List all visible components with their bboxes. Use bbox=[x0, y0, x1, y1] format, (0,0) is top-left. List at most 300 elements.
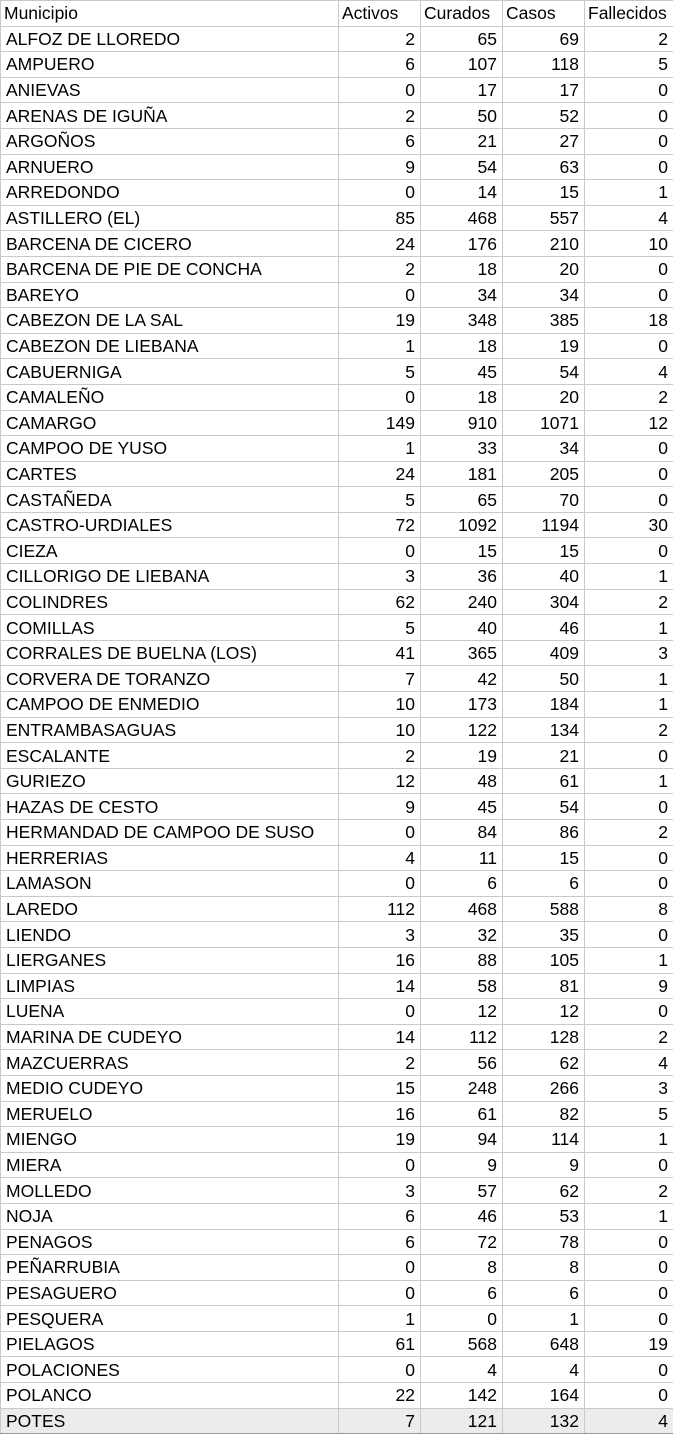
cell-fallecidos[interactable]: 12 bbox=[585, 410, 673, 436]
cell-curados[interactable]: 4 bbox=[421, 1357, 503, 1383]
cell-casos[interactable]: 54 bbox=[503, 359, 585, 385]
cell-fallecidos[interactable]: 0 bbox=[585, 1255, 673, 1281]
cell-casos[interactable]: 34 bbox=[503, 282, 585, 308]
cell-casos[interactable]: 78 bbox=[503, 1229, 585, 1255]
cell-fallecidos[interactable]: 9 bbox=[585, 973, 673, 999]
cell-curados[interactable]: 6 bbox=[421, 871, 503, 897]
cell-casos[interactable]: 54 bbox=[503, 794, 585, 820]
cell-municipio[interactable]: AMPUERO bbox=[1, 52, 339, 78]
cell-fallecidos[interactable]: 0 bbox=[585, 487, 673, 513]
cell-curados[interactable]: 910 bbox=[421, 410, 503, 436]
cell-municipio[interactable]: LUENA bbox=[1, 999, 339, 1025]
cell-casos[interactable]: 266 bbox=[503, 1075, 585, 1101]
cell-activos[interactable]: 0 bbox=[339, 1357, 421, 1383]
cell-municipio[interactable]: LAMASON bbox=[1, 871, 339, 897]
cell-fallecidos[interactable]: 1 bbox=[585, 1127, 673, 1153]
cell-curados[interactable]: 1092 bbox=[421, 512, 503, 538]
cell-municipio[interactable]: MIENGO bbox=[1, 1127, 339, 1153]
cell-fallecidos[interactable]: 0 bbox=[585, 1152, 673, 1178]
cell-casos[interactable]: 61 bbox=[503, 768, 585, 794]
cell-activos[interactable]: 2 bbox=[339, 743, 421, 769]
cell-curados[interactable]: 9 bbox=[421, 1152, 503, 1178]
cell-casos[interactable]: 19 bbox=[503, 333, 585, 359]
cell-fallecidos[interactable]: 2 bbox=[585, 717, 673, 743]
cell-curados[interactable]: 61 bbox=[421, 1101, 503, 1127]
cell-fallecidos[interactable]: 1 bbox=[585, 768, 673, 794]
cell-casos[interactable]: 63 bbox=[503, 154, 585, 180]
cell-casos[interactable]: 82 bbox=[503, 1101, 585, 1127]
cell-curados[interactable]: 122 bbox=[421, 717, 503, 743]
cell-activos[interactable]: 0 bbox=[339, 282, 421, 308]
cell-fallecidos[interactable]: 0 bbox=[585, 871, 673, 897]
cell-casos[interactable]: 105 bbox=[503, 947, 585, 973]
cell-activos[interactable]: 0 bbox=[339, 77, 421, 103]
cell-municipio[interactable]: ARREDONDO bbox=[1, 180, 339, 206]
cell-curados[interactable]: 57 bbox=[421, 1178, 503, 1204]
cell-activos[interactable]: 0 bbox=[339, 538, 421, 564]
cell-municipio[interactable]: GURIEZO bbox=[1, 768, 339, 794]
cell-municipio[interactable]: LIMPIAS bbox=[1, 973, 339, 999]
cell-casos[interactable]: 70 bbox=[503, 487, 585, 513]
cell-curados[interactable]: 42 bbox=[421, 666, 503, 692]
cell-municipio[interactable]: CAMALEÑO bbox=[1, 384, 339, 410]
cell-municipio[interactable]: CORVERA DE TORANZO bbox=[1, 666, 339, 692]
cell-fallecidos[interactable]: 1 bbox=[585, 947, 673, 973]
cell-activos[interactable]: 1 bbox=[339, 1306, 421, 1332]
cell-casos[interactable]: 15 bbox=[503, 538, 585, 564]
cell-curados[interactable]: 121 bbox=[421, 1408, 503, 1434]
cell-curados[interactable]: 15 bbox=[421, 538, 503, 564]
table-row bbox=[1, 692, 673, 718]
cell-municipio[interactable]: MARINA DE CUDEYO bbox=[1, 1024, 339, 1050]
table-row bbox=[1, 154, 673, 180]
table-row bbox=[1, 1280, 673, 1306]
cell-municipio[interactable]: COMILLAS bbox=[1, 615, 339, 641]
cell-municipio[interactable]: ALFOZ DE LLOREDO bbox=[1, 26, 339, 52]
cell-activos[interactable]: 0 bbox=[339, 384, 421, 410]
cell-curados[interactable]: 58 bbox=[421, 973, 503, 999]
cell-activos[interactable]: 10 bbox=[339, 692, 421, 718]
cell-fallecidos[interactable]: 5 bbox=[585, 1101, 673, 1127]
table-row bbox=[1, 1178, 673, 1204]
cell-casos[interactable]: 69 bbox=[503, 26, 585, 52]
cell-curados[interactable]: 19 bbox=[421, 743, 503, 769]
table-row bbox=[1, 308, 673, 334]
cell-casos[interactable]: 205 bbox=[503, 461, 585, 487]
cell-fallecidos[interactable]: 0 bbox=[585, 999, 673, 1025]
cell-fallecidos[interactable]: 1 bbox=[585, 180, 673, 206]
table-row bbox=[1, 1101, 673, 1127]
cell-activos[interactable]: 2 bbox=[339, 1050, 421, 1076]
cell-municipio[interactable]: PENAGOS bbox=[1, 1229, 339, 1255]
cell-municipio[interactable]: CIEZA bbox=[1, 538, 339, 564]
cell-fallecidos[interactable]: 0 bbox=[585, 461, 673, 487]
cell-curados[interactable]: 65 bbox=[421, 26, 503, 52]
cell-curados[interactable]: 18 bbox=[421, 384, 503, 410]
cell-municipio[interactable]: CASTAÑEDA bbox=[1, 487, 339, 513]
cell-casos[interactable]: 27 bbox=[503, 128, 585, 154]
cell-activos[interactable]: 7 bbox=[339, 1408, 421, 1434]
cell-curados[interactable]: 107 bbox=[421, 52, 503, 78]
cell-fallecidos[interactable]: 1 bbox=[585, 692, 673, 718]
cell-curados[interactable]: 88 bbox=[421, 947, 503, 973]
cell-casos[interactable]: 15 bbox=[503, 845, 585, 871]
cell-municipio[interactable]: CORRALES DE BUELNA (LOS) bbox=[1, 640, 339, 666]
cell-curados[interactable]: 36 bbox=[421, 564, 503, 590]
cell-curados[interactable]: 12 bbox=[421, 999, 503, 1025]
cell-municipio[interactable]: MERUELO bbox=[1, 1101, 339, 1127]
cell-fallecidos[interactable]: 2 bbox=[585, 589, 673, 615]
cell-curados[interactable]: 54 bbox=[421, 154, 503, 180]
cell-fallecidos[interactable]: 4 bbox=[585, 1050, 673, 1076]
cell-casos[interactable]: 557 bbox=[503, 205, 585, 231]
table-row bbox=[1, 512, 673, 538]
cell-casos[interactable]: 34 bbox=[503, 436, 585, 462]
cell-municipio[interactable]: ANIEVAS bbox=[1, 77, 339, 103]
cell-municipio[interactable]: CABUERNIGA bbox=[1, 359, 339, 385]
table-row bbox=[1, 103, 673, 129]
cell-municipio[interactable]: BARCENA DE CICERO bbox=[1, 231, 339, 257]
cell-municipio[interactable]: POTES bbox=[1, 1408, 339, 1434]
cell-activos[interactable]: 2 bbox=[339, 103, 421, 129]
table-row bbox=[1, 256, 673, 282]
cell-casos[interactable]: 164 bbox=[503, 1383, 585, 1409]
table-row bbox=[1, 410, 673, 436]
cell-activos[interactable]: 3 bbox=[339, 564, 421, 590]
cell-activos[interactable]: 22 bbox=[339, 1383, 421, 1409]
cell-municipio[interactable]: HERRERIAS bbox=[1, 845, 339, 871]
table-row bbox=[1, 717, 673, 743]
cell-municipio[interactable]: LIERGANES bbox=[1, 947, 339, 973]
cell-activos[interactable]: 9 bbox=[339, 794, 421, 820]
header-curados[interactable]: Curados bbox=[421, 1, 503, 27]
cell-activos[interactable]: 24 bbox=[339, 231, 421, 257]
table-row bbox=[1, 384, 673, 410]
cell-curados[interactable]: 248 bbox=[421, 1075, 503, 1101]
cell-casos[interactable]: 20 bbox=[503, 256, 585, 282]
cell-municipio[interactable]: NOJA bbox=[1, 1203, 339, 1229]
cell-municipio[interactable]: PESQUERA bbox=[1, 1306, 339, 1332]
cell-activos[interactable]: 2 bbox=[339, 256, 421, 282]
cell-municipio[interactable]: MOLLEDO bbox=[1, 1178, 339, 1204]
cell-casos[interactable]: 53 bbox=[503, 1203, 585, 1229]
cell-municipio[interactable]: MAZCUERRAS bbox=[1, 1050, 339, 1076]
cell-casos[interactable]: 114 bbox=[503, 1127, 585, 1153]
cell-fallecidos[interactable]: 0 bbox=[585, 538, 673, 564]
cell-municipio[interactable]: MIERA bbox=[1, 1152, 339, 1178]
cell-activos[interactable]: 6 bbox=[339, 128, 421, 154]
cell-activos[interactable]: 0 bbox=[339, 180, 421, 206]
cell-casos[interactable]: 21 bbox=[503, 743, 585, 769]
cell-fallecidos[interactable]: 2 bbox=[585, 1178, 673, 1204]
cell-fallecidos[interactable]: 0 bbox=[585, 845, 673, 871]
cell-municipio[interactable]: CAMPOO DE ENMEDIO bbox=[1, 692, 339, 718]
cell-casos[interactable]: 4 bbox=[503, 1357, 585, 1383]
cell-curados[interactable]: 176 bbox=[421, 231, 503, 257]
cell-municipio[interactable]: MEDIO CUDEYO bbox=[1, 1075, 339, 1101]
cell-activos[interactable]: 0 bbox=[339, 1280, 421, 1306]
cell-fallecidos[interactable]: 1 bbox=[585, 666, 673, 692]
cell-curados[interactable]: 32 bbox=[421, 922, 503, 948]
cell-curados[interactable]: 348 bbox=[421, 308, 503, 334]
cell-curados[interactable]: 18 bbox=[421, 333, 503, 359]
cell-activos[interactable]: 3 bbox=[339, 922, 421, 948]
cell-curados[interactable]: 84 bbox=[421, 820, 503, 846]
cell-municipio[interactable]: CARTES bbox=[1, 461, 339, 487]
cell-municipio[interactable]: LIENDO bbox=[1, 922, 339, 948]
cell-curados[interactable]: 468 bbox=[421, 896, 503, 922]
cell-fallecidos[interactable]: 1 bbox=[585, 564, 673, 590]
cell-activos[interactable]: 62 bbox=[339, 589, 421, 615]
table-row bbox=[1, 1383, 673, 1409]
cell-activos[interactable]: 85 bbox=[339, 205, 421, 231]
cell-casos[interactable]: 134 bbox=[503, 717, 585, 743]
cell-municipio[interactable]: LAREDO bbox=[1, 896, 339, 922]
cell-fallecidos[interactable]: 8 bbox=[585, 896, 673, 922]
cell-fallecidos[interactable]: 1 bbox=[585, 615, 673, 641]
cell-municipio[interactable]: PESAGUERO bbox=[1, 1280, 339, 1306]
cell-fallecidos[interactable]: 0 bbox=[585, 1357, 673, 1383]
cell-casos[interactable]: 6 bbox=[503, 871, 585, 897]
cell-municipio[interactable]: ARGOÑOS bbox=[1, 128, 339, 154]
cell-activos[interactable]: 15 bbox=[339, 1075, 421, 1101]
cell-activos[interactable]: 14 bbox=[339, 973, 421, 999]
cell-activos[interactable]: 24 bbox=[339, 461, 421, 487]
cell-municipio[interactable]: CAMPOO DE YUSO bbox=[1, 436, 339, 462]
cell-municipio[interactable]: HAZAS DE CESTO bbox=[1, 794, 339, 820]
cell-activos[interactable]: 0 bbox=[339, 999, 421, 1025]
cell-curados[interactable]: 34 bbox=[421, 282, 503, 308]
cell-casos[interactable]: 210 bbox=[503, 231, 585, 257]
cell-fallecidos[interactable]: 2 bbox=[585, 1024, 673, 1050]
cell-casos[interactable]: 81 bbox=[503, 973, 585, 999]
cell-curados[interactable]: 240 bbox=[421, 589, 503, 615]
cell-activos[interactable]: 19 bbox=[339, 308, 421, 334]
cell-fallecidos[interactable]: 4 bbox=[585, 205, 673, 231]
cell-curados[interactable]: 18 bbox=[421, 256, 503, 282]
table-row bbox=[1, 845, 673, 871]
cell-municipio[interactable]: CABEZON DE LIEBANA bbox=[1, 333, 339, 359]
cell-casos[interactable]: 118 bbox=[503, 52, 585, 78]
cell-activos[interactable]: 0 bbox=[339, 1152, 421, 1178]
cell-municipio[interactable]: ASTILLERO (EL) bbox=[1, 205, 339, 231]
cell-municipio[interactable]: POLACIONES bbox=[1, 1357, 339, 1383]
cell-fallecidos[interactable]: 0 bbox=[585, 154, 673, 180]
cell-fallecidos[interactable]: 18 bbox=[585, 308, 673, 334]
cell-casos[interactable]: 409 bbox=[503, 640, 585, 666]
cell-curados[interactable]: 142 bbox=[421, 1383, 503, 1409]
cell-casos[interactable]: 1194 bbox=[503, 512, 585, 538]
cell-activos[interactable]: 0 bbox=[339, 820, 421, 846]
cell-fallecidos[interactable]: 0 bbox=[585, 128, 673, 154]
cell-municipio[interactable]: ENTRAMBASAGUAS bbox=[1, 717, 339, 743]
cell-fallecidos[interactable]: 4 bbox=[585, 359, 673, 385]
header-municipio[interactable]: Municipio bbox=[1, 1, 339, 27]
cell-municipio[interactable]: CABEZON DE LA SAL bbox=[1, 308, 339, 334]
cell-activos[interactable]: 41 bbox=[339, 640, 421, 666]
cell-curados[interactable]: 45 bbox=[421, 794, 503, 820]
cell-municipio[interactable]: ARNUERO bbox=[1, 154, 339, 180]
cell-curados[interactable]: 45 bbox=[421, 359, 503, 385]
cell-casos[interactable]: 12 bbox=[503, 999, 585, 1025]
cell-fallecidos[interactable]: 3 bbox=[585, 1075, 673, 1101]
cell-curados[interactable]: 72 bbox=[421, 1229, 503, 1255]
cell-fallecidos[interactable]: 0 bbox=[585, 77, 673, 103]
cell-casos[interactable]: 50 bbox=[503, 666, 585, 692]
cell-municipio[interactable]: HERMANDAD DE CAMPOO DE SUSO bbox=[1, 820, 339, 846]
table-row bbox=[1, 1306, 673, 1332]
cell-activos[interactable]: 10 bbox=[339, 717, 421, 743]
cell-curados[interactable]: 173 bbox=[421, 692, 503, 718]
cell-casos[interactable]: 8 bbox=[503, 1255, 585, 1281]
cell-fallecidos[interactable]: 0 bbox=[585, 1229, 673, 1255]
cell-fallecidos[interactable]: 2 bbox=[585, 384, 673, 410]
cell-curados[interactable]: 56 bbox=[421, 1050, 503, 1076]
cell-curados[interactable]: 50 bbox=[421, 103, 503, 129]
cell-activos[interactable]: 9 bbox=[339, 154, 421, 180]
cell-casos[interactable]: 128 bbox=[503, 1024, 585, 1050]
table-row bbox=[1, 436, 673, 462]
cell-casos[interactable]: 17 bbox=[503, 77, 585, 103]
cell-casos[interactable]: 40 bbox=[503, 564, 585, 590]
cell-municipio[interactable]: PIELAGOS bbox=[1, 1331, 339, 1357]
cell-activos[interactable]: 2 bbox=[339, 26, 421, 52]
cell-casos[interactable]: 6 bbox=[503, 1280, 585, 1306]
cell-fallecidos[interactable]: 3 bbox=[585, 640, 673, 666]
cell-fallecidos[interactable]: 0 bbox=[585, 436, 673, 462]
cell-fallecidos[interactable]: 0 bbox=[585, 256, 673, 282]
cell-activos[interactable]: 1 bbox=[339, 436, 421, 462]
cell-fallecidos[interactable]: 0 bbox=[585, 103, 673, 129]
cell-activos[interactable]: 5 bbox=[339, 359, 421, 385]
table-row bbox=[1, 1229, 673, 1255]
cell-curados[interactable]: 6 bbox=[421, 1280, 503, 1306]
cell-curados[interactable]: 181 bbox=[421, 461, 503, 487]
cell-municipio[interactable]: POLANCO bbox=[1, 1383, 339, 1409]
cell-municipio[interactable]: CILLORIGO DE LIEBANA bbox=[1, 564, 339, 590]
cell-municipio[interactable]: BARCENA DE PIE DE CONCHA bbox=[1, 256, 339, 282]
cell-curados[interactable]: 33 bbox=[421, 436, 503, 462]
cell-casos[interactable]: 52 bbox=[503, 103, 585, 129]
cell-curados[interactable]: 21 bbox=[421, 128, 503, 154]
cell-fallecidos[interactable]: 0 bbox=[585, 333, 673, 359]
cell-casos[interactable]: 46 bbox=[503, 615, 585, 641]
cell-activos[interactable]: 5 bbox=[339, 487, 421, 513]
cell-activos[interactable]: 16 bbox=[339, 947, 421, 973]
cell-casos[interactable]: 304 bbox=[503, 589, 585, 615]
cell-activos[interactable]: 1 bbox=[339, 333, 421, 359]
cell-activos[interactable]: 112 bbox=[339, 896, 421, 922]
cell-fallecidos[interactable]: 0 bbox=[585, 1280, 673, 1306]
cell-casos[interactable]: 9 bbox=[503, 1152, 585, 1178]
cell-fallecidos[interactable]: 2 bbox=[585, 26, 673, 52]
cell-casos[interactable]: 62 bbox=[503, 1178, 585, 1204]
cell-activos[interactable]: 6 bbox=[339, 52, 421, 78]
cell-casos[interactable]: 86 bbox=[503, 820, 585, 846]
cell-fallecidos[interactable]: 0 bbox=[585, 743, 673, 769]
cell-fallecidos[interactable]: 0 bbox=[585, 1383, 673, 1409]
cell-curados[interactable]: 17 bbox=[421, 77, 503, 103]
cell-municipio[interactable]: ARENAS DE IGUÑA bbox=[1, 103, 339, 129]
cell-municipio[interactable]: CAMARGO bbox=[1, 410, 339, 436]
cell-curados[interactable]: 468 bbox=[421, 205, 503, 231]
cell-curados[interactable]: 8 bbox=[421, 1255, 503, 1281]
cell-casos[interactable]: 62 bbox=[503, 1050, 585, 1076]
cell-casos[interactable]: 20 bbox=[503, 384, 585, 410]
cell-fallecidos[interactable]: 30 bbox=[585, 512, 673, 538]
cell-activos[interactable]: 14 bbox=[339, 1024, 421, 1050]
header-activos[interactable]: Activos bbox=[339, 1, 421, 27]
cell-curados[interactable]: 14 bbox=[421, 180, 503, 206]
cell-casos[interactable]: 35 bbox=[503, 922, 585, 948]
cell-fallecidos[interactable]: 4 bbox=[585, 1408, 673, 1434]
cell-municipio[interactable]: CASTRO-URDIALES bbox=[1, 512, 339, 538]
cell-activos[interactable]: 5 bbox=[339, 615, 421, 641]
cell-municipio[interactable]: COLINDRES bbox=[1, 589, 339, 615]
cell-activos[interactable]: 6 bbox=[339, 1203, 421, 1229]
cell-fallecidos[interactable]: 5 bbox=[585, 52, 673, 78]
cell-curados[interactable]: 94 bbox=[421, 1127, 503, 1153]
cell-activos[interactable]: 0 bbox=[339, 871, 421, 897]
cell-casos[interactable]: 132 bbox=[503, 1408, 585, 1434]
cell-fallecidos[interactable]: 0 bbox=[585, 282, 673, 308]
cell-municipio[interactable]: ESCALANTE bbox=[1, 743, 339, 769]
header-casos[interactable]: Casos bbox=[503, 1, 585, 27]
cell-fallecidos[interactable]: 10 bbox=[585, 231, 673, 257]
table-row bbox=[1, 973, 673, 999]
cell-activos[interactable]: 72 bbox=[339, 512, 421, 538]
cell-activos[interactable]: 3 bbox=[339, 1178, 421, 1204]
table-row bbox=[1, 359, 673, 385]
cell-casos[interactable]: 15 bbox=[503, 180, 585, 206]
cell-curados[interactable]: 65 bbox=[421, 487, 503, 513]
cell-activos[interactable]: 4 bbox=[339, 845, 421, 871]
cell-municipio[interactable]: BAREYO bbox=[1, 282, 339, 308]
cell-curados[interactable]: 48 bbox=[421, 768, 503, 794]
cell-fallecidos[interactable]: 0 bbox=[585, 922, 673, 948]
cell-activos[interactable]: 0 bbox=[339, 1255, 421, 1281]
cell-curados[interactable]: 0 bbox=[421, 1306, 503, 1332]
cell-curados[interactable]: 46 bbox=[421, 1203, 503, 1229]
cell-activos[interactable]: 149 bbox=[339, 410, 421, 436]
cell-casos[interactable]: 184 bbox=[503, 692, 585, 718]
cell-casos[interactable]: 588 bbox=[503, 896, 585, 922]
cell-fallecidos[interactable]: 1 bbox=[585, 1203, 673, 1229]
cell-fallecidos[interactable]: 19 bbox=[585, 1331, 673, 1357]
cell-fallecidos[interactable]: 0 bbox=[585, 1306, 673, 1332]
cell-casos[interactable]: 1 bbox=[503, 1306, 585, 1332]
cell-activos[interactable]: 16 bbox=[339, 1101, 421, 1127]
cell-casos[interactable]: 1071 bbox=[503, 410, 585, 436]
cell-curados[interactable]: 568 bbox=[421, 1331, 503, 1357]
cell-activos[interactable]: 12 bbox=[339, 768, 421, 794]
header-fallecidos[interactable]: Fallecidos bbox=[585, 1, 673, 27]
cell-activos[interactable]: 19 bbox=[339, 1127, 421, 1153]
cell-fallecidos[interactable]: 0 bbox=[585, 794, 673, 820]
cell-curados[interactable]: 11 bbox=[421, 845, 503, 871]
cell-activos[interactable]: 61 bbox=[339, 1331, 421, 1357]
cell-fallecidos[interactable]: 2 bbox=[585, 820, 673, 846]
cell-curados[interactable]: 112 bbox=[421, 1024, 503, 1050]
cell-activos[interactable]: 7 bbox=[339, 666, 421, 692]
cell-curados[interactable]: 40 bbox=[421, 615, 503, 641]
cell-curados[interactable]: 365 bbox=[421, 640, 503, 666]
cell-activos[interactable]: 6 bbox=[339, 1229, 421, 1255]
table-row bbox=[1, 26, 673, 52]
cell-casos[interactable]: 648 bbox=[503, 1331, 585, 1357]
cell-casos[interactable]: 385 bbox=[503, 308, 585, 334]
cell-municipio[interactable]: PEÑARRUBIA bbox=[1, 1255, 339, 1281]
